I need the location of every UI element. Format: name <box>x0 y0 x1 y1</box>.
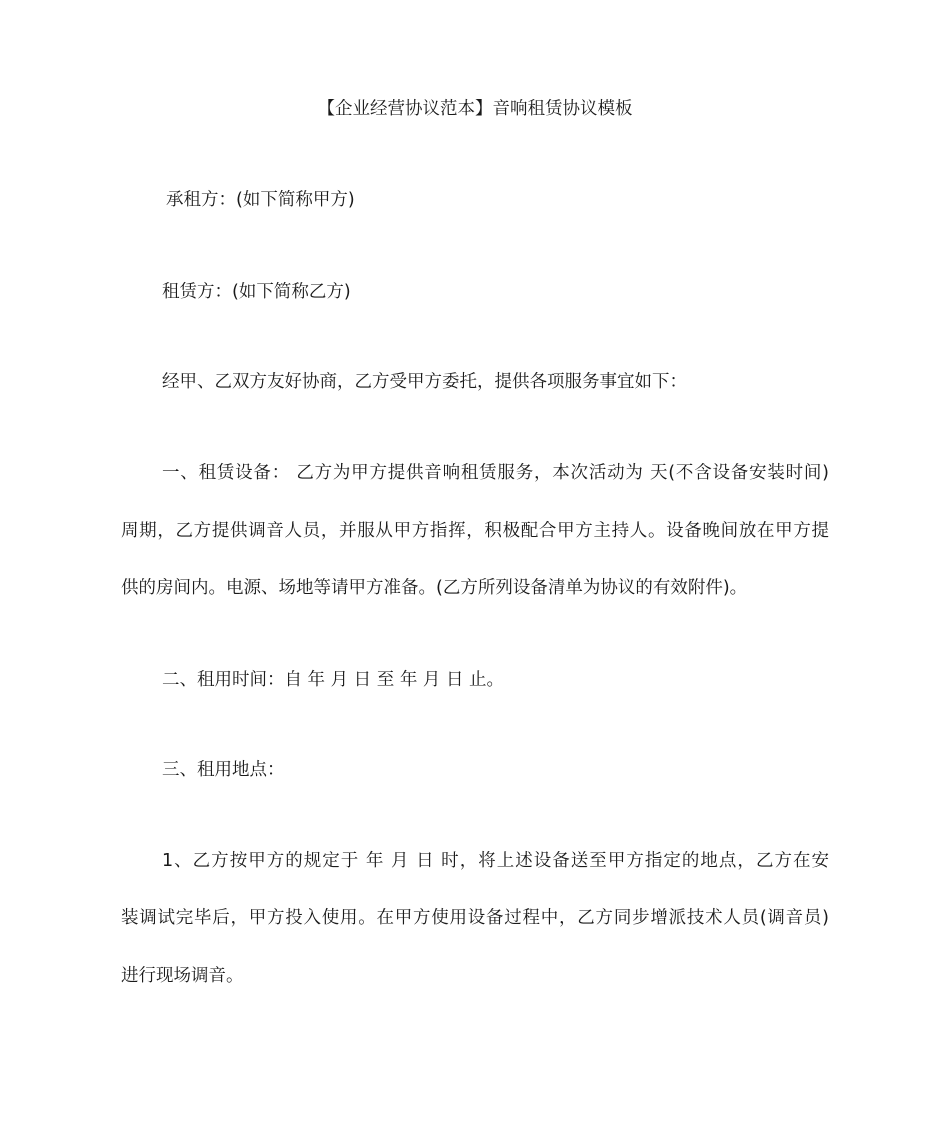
section3-heading: 三、租用地点： <box>162 760 285 780</box>
section1-line1: 一、租赁设备： 乙方为甲方提供音响租赁服务，本次活动为 天(不含设备安装时间) <box>162 463 829 483</box>
item1-line2: 装调试完毕后，甲方投入使用。在甲方使用设备过程中，乙方同步增派技术人员(调音员) <box>121 908 829 928</box>
lessor-line: 租赁方：(如下简称乙方) <box>162 282 351 302</box>
item1-line1: 1、乙方按甲方的规定于 年 月 日 时，将上述设备送至甲方指定的地点，乙方在安 <box>162 851 829 871</box>
intro-paragraph: 经甲、乙双方友好协商，乙方受甲方委托，提供各项服务事宜如下： <box>162 372 687 392</box>
section1-line2: 周期，乙方提供调音人员，并服从甲方指挥，积极配合甲方主持人。设备晚间放在甲方提 <box>121 521 829 541</box>
section2-line: 二、租用时间：自 年 月 日 至 年 月 日 止。 <box>162 670 505 690</box>
lessee-line: 承租方：(如下简称甲方) <box>166 190 355 210</box>
section1-line3: 供的房间内。电源、场地等请甲方准备。(乙方所列设备清单为协议的有效附件)。 <box>121 578 748 598</box>
document-title: 【企业经营协议范本】音响租赁协议模板 <box>317 99 633 119</box>
item1-line3: 进行现场调音。 <box>121 966 244 986</box>
